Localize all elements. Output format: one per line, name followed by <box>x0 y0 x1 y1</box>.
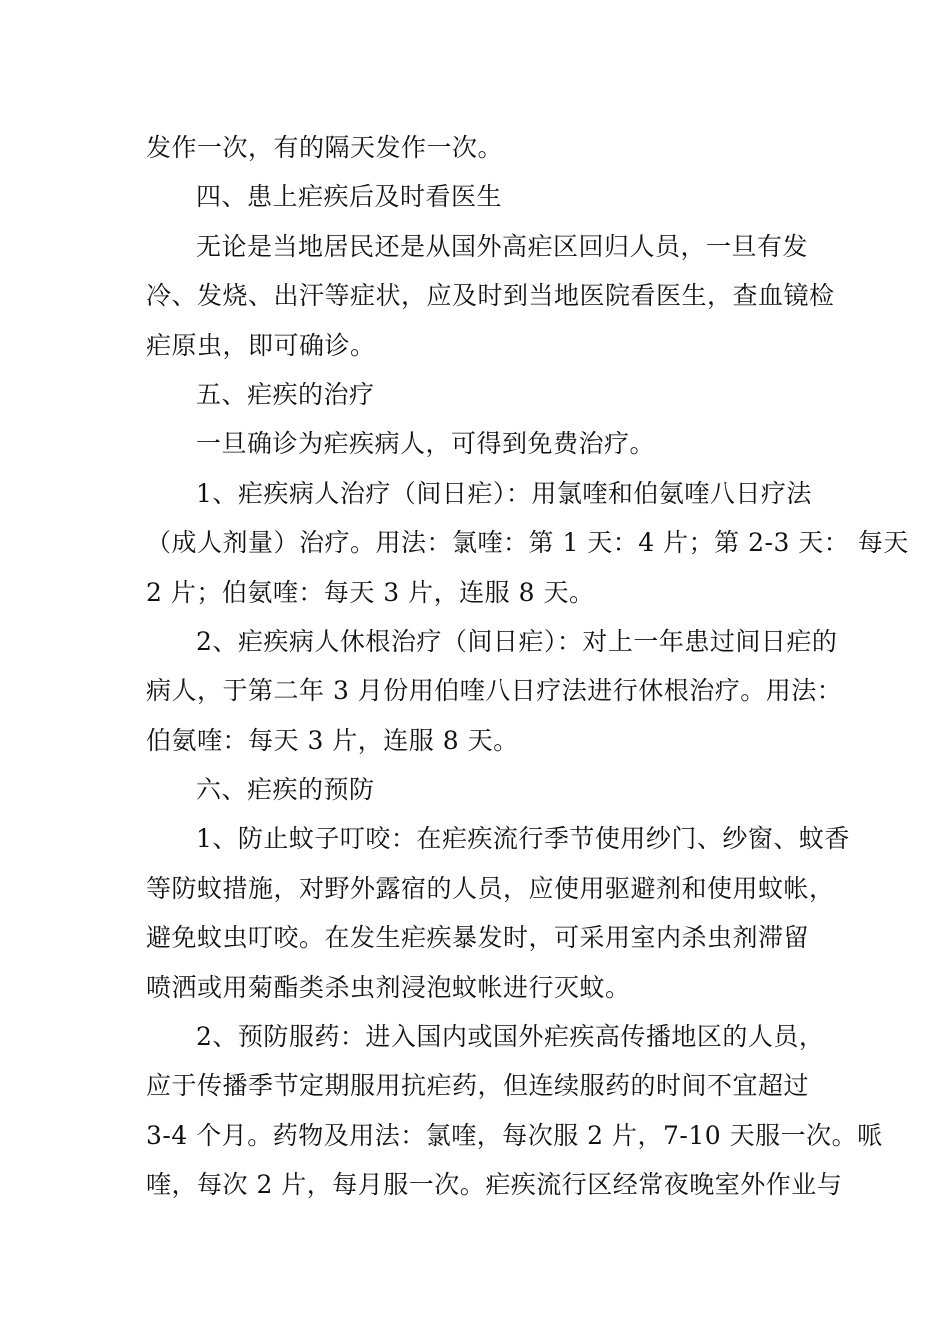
text-line: 喹，每次 2 片，每月服一次。疟疾流行区经常夜晚室外作业与 <box>146 1170 843 1200</box>
section-heading-prevention: 六、疟疾的预防 <box>196 775 375 805</box>
text-line: 避免蚊虫叮咬。在发生疟疾暴发时，可采用室内杀虫剂滞留 <box>146 923 810 953</box>
text-line: 喷洒或用菊酯类杀虫剂浸泡蚊帐进行灭蚊。 <box>146 972 631 1002</box>
text-line: 发作一次，有的隔天发作一次。 <box>146 133 504 162</box>
text-line: 1、疟疾病人治疗（间日疟）：用氯喹和伯氨喹八日疗法 <box>196 478 812 508</box>
text-line: 一旦确诊为疟疾病人，可得到免费治疗。 <box>196 429 656 459</box>
text-line: （成人剂量）治疗。用法：氯喹：第 1 天：4 片；第 2-3 天： 每天 <box>146 528 909 558</box>
text-line: 2 片；伯氨喹：每天 3 片，连服 8 天。 <box>146 577 595 607</box>
text-line: 2、疟疾病人休根治疗（间日疟）：对上一年患过间日疟的 <box>196 626 838 656</box>
document-body <box>146 123 909 1210</box>
text-line: 疟原虫，即可确诊。 <box>146 330 376 360</box>
text-line: 应于传播季节定期服用抗疟药，但连续服药的时间不宜超过 <box>146 1071 810 1101</box>
text-line: 病人，于第二年 3 月份用伯喹八日疗法进行休根治疗。用法： <box>146 676 843 706</box>
section-heading-see-doctor: 四、患上疟疾后及时看医生 <box>196 182 503 212</box>
text-line: 2、预防服药：进入国内或国外疟疾高传播地区的人员， <box>196 1022 825 1052</box>
text-line: 无论是当地居民还是从国外高疟区回归人员，一旦有发 <box>196 231 809 261</box>
text-line: 3-4 个月。药物及用法：氯喹，每次服 2 片，7-10 天服一次。哌 <box>146 1120 883 1150</box>
text-line: 冷、发烧、出汗等症状，应及时到当地医院看医生，查血镜检 <box>146 281 835 311</box>
text-line: 伯氨喹：每天 3 片，连服 8 天。 <box>146 725 519 755</box>
section-heading-treatment: 五、疟疾的治疗 <box>196 379 375 409</box>
text-line: 等防蚊措施，对野外露宿的人员，应使用驱避剂和使用蚊帐， <box>146 873 835 903</box>
text-line: 1、防止蚊子叮咬：在疟疾流行季节使用纱门、纱窗、蚊香 <box>196 824 850 854</box>
